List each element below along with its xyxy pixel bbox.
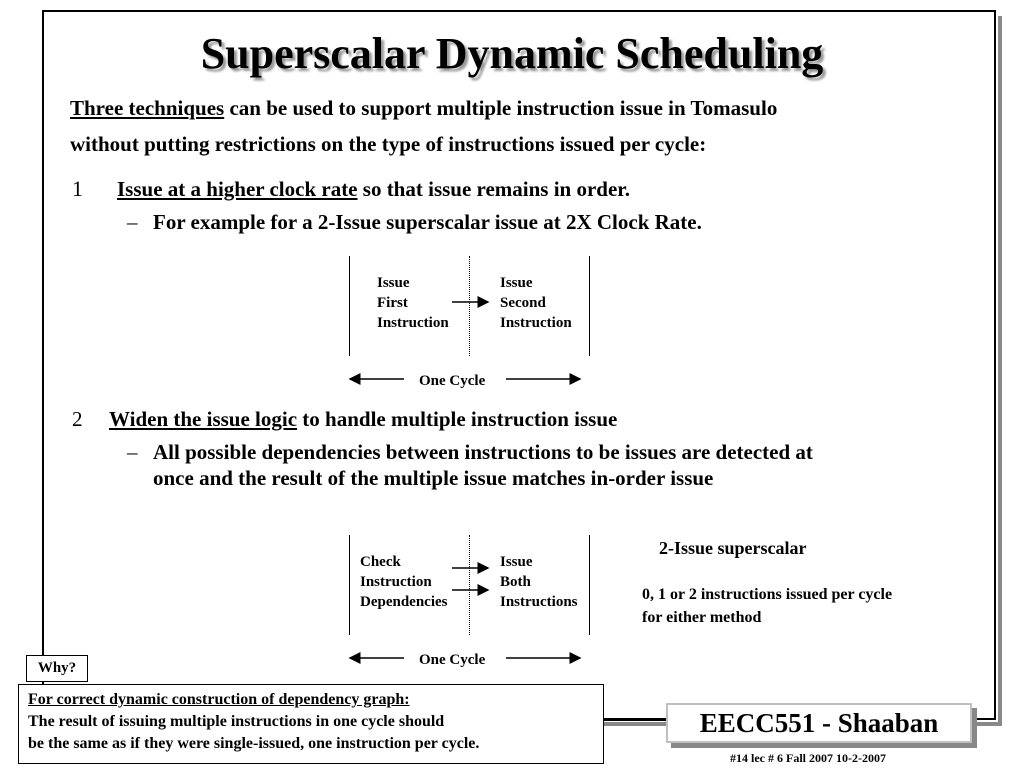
diagram2-cycle-label: One Cycle — [419, 652, 486, 668]
diagram2-divider — [469, 535, 470, 635]
item1-underlined: Issue at a higher clock rate — [117, 177, 358, 201]
item2-dash: – — [127, 440, 138, 464]
item1-rest: so that issue remains in order. — [357, 177, 630, 201]
diagram1-cycle-label: One Cycle — [419, 373, 486, 389]
slide-title: Superscalar Dynamic Scheduling — [200, 29, 824, 78]
footer-info: #14 lec # 6 Fall 2007 10-2-2007 — [730, 751, 886, 765]
item2-sub-line1: All possible dependencies between instructions to be issues are detected at — [153, 440, 813, 464]
answer-box — [18, 684, 604, 764]
diagram2-left-bar — [349, 535, 350, 635]
item2-rest: to handle multiple instruction issue — [297, 407, 618, 431]
intro-underlined: Three techniques — [70, 96, 225, 120]
answer-line1: For correct dynamic construction of dependency graph: — [28, 691, 410, 708]
diagram2-right-label: Issue Both Instructions — [500, 554, 578, 610]
side-note-line1: 0, 1 or 2 instructions issued per cycle — [642, 586, 893, 603]
answer-line3: be the same as if they were single-issued, one instruction per cycle. — [28, 735, 480, 752]
intro-rest: can be used to support multiple instruction issue in Tomasulo — [224, 96, 778, 120]
intro-line-2: without putting restrictions on the type of instructions issued per cycle: — [70, 132, 707, 156]
diagram1-right-label: Issue Second Instruction — [500, 275, 572, 331]
item2-number: 2 — [72, 407, 83, 431]
item2-sub-line2: once and the result of the multiple issue matches in-order issue — [153, 466, 714, 490]
side-note-line2: for either method — [642, 609, 762, 626]
diagram2-left-label: Check Instruction Dependencies — [360, 554, 448, 610]
item1-sub: For example for a 2-Issue superscalar issue at 2X Clock Rate. — [153, 210, 702, 234]
item2-text — [109, 407, 617, 432]
diagram2-right-bar — [589, 535, 590, 635]
footer-brand: EECC551 - Shaaban — [699, 708, 939, 738]
side-note-heading: 2-Issue superscalar — [659, 538, 807, 558]
item2-underlined: Widen the issue logic — [109, 407, 298, 431]
diagram1-left-label: Issue First Instruction — [377, 275, 449, 331]
why-label: Why? — [37, 660, 77, 676]
footer-brand-box — [666, 703, 972, 743]
why-box — [26, 655, 88, 682]
answer-line2: The result of issuing multiple instructions in one cycle should — [28, 713, 445, 730]
item1-number: 1 — [72, 176, 83, 201]
item1-dash: – — [127, 210, 138, 234]
